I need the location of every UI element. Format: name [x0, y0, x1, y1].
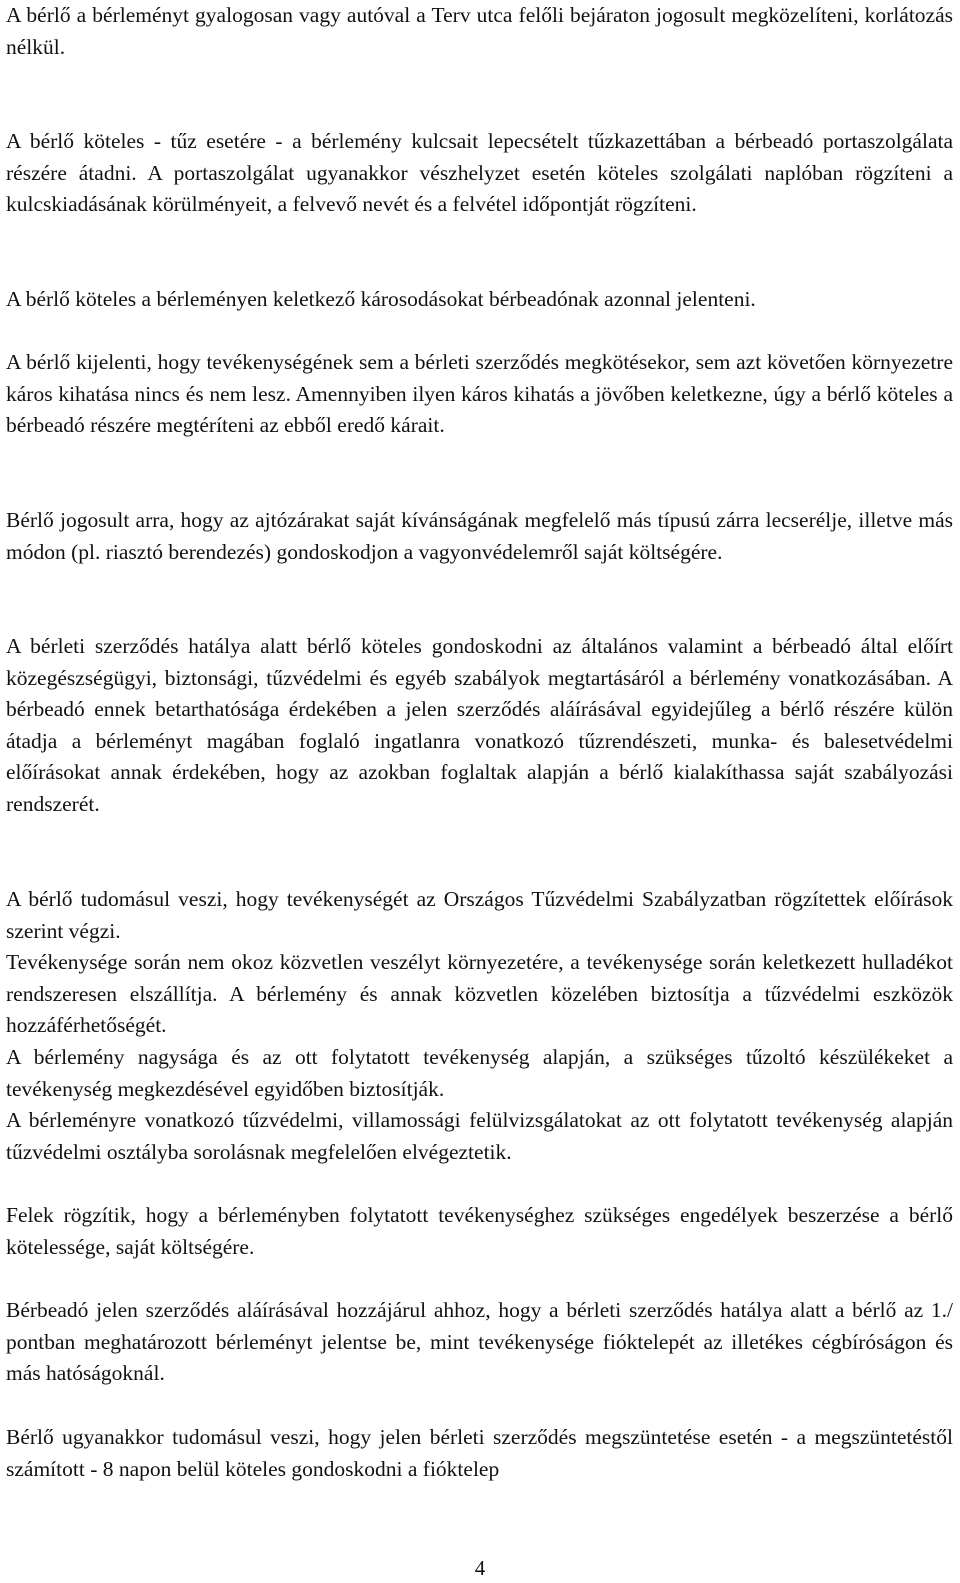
paragraph-access: A bérlő a bérleményt gyalogosan vagy autóval a Terv utca felőli bejáraton jogosult megközelíteni, korlátozás nélkül. [6, 3, 953, 59]
paragraph-regulations: A bérleti szerződés hatálya alatt bérlő köteles gondoskodni az általános valamint a bérbeadó által előírt közegészségügyi, biztonsági, tűzvédelmi és egyéb szabályok megtartásáról a bérlemény vonatkozásában. A bérbeadó ennek betarthatósága érdekében a jelen szerződés aláírásával egyidejűleg a bérlő részére külön átadja a bérleményt magában foglaló ingatlanra vonatkozó tűzrendészeti, munka- és balesetvédelmi előírásokat annak érdekében, hogy az azokban foglaltak alapján a bérlő kialakíthassa saját szabályozási rendszerét. [6, 634, 953, 816]
paragraph-branch-registration: Bérbeadó jelen szerződés aláírásával hozzájárul ahhoz, hogy a bérleti szerződés hatálya alatt a bérlő az 1./ pontban meghatározott bérleményt jelentse be, mint tevékenysége fióktelepét az illetékes cégbíróságon és más hatóságoknál. [6, 1298, 953, 1386]
paragraph-damage-report: A bérlő köteles a bérleményen keletkező károsodásokat bérbeadónak azonnal jelenteni. [6, 287, 756, 311]
paragraph-environment: A bérlő kijelenti, hogy tevékenységének sem a bérleti szerződés megkötésekor, sem azt követően környezetre káros kihatása nincs és nem lesz. Amennyiben ilyen káros kihatás a jövőben keletkezne, úgy a bérlő köteles a bérbeadó részére megtéríteni az ebből eredő kárait. [6, 350, 953, 438]
paragraph-inspections: A bérleményre vonatkozó tűzvédelmi, villamossági felülvizsgálatokat az ott folytatott tevékenység alapján tűzvédelmi osztályba sorolásnak megfelelően elvégeztetik. [6, 1108, 953, 1164]
paragraph-extinguishers: A bérlemény nagysága és az ott folytatott tevékenység alapján, a szükséges tűzoltó készülékeket a tevékenység megkezdésével egyidőben biztosítják. [6, 1045, 953, 1101]
paragraph-activity-waste: Tevékenysége során nem okoz közvetlen veszélyt környezetére, a tevékenysége során keletkezett hulladékot rendszeresen elszállítja. A bérlemény és annak közvetlen közelében biztosítja a tűzvédelmi eszközök hozzáférhetőségét. [6, 950, 953, 1038]
paragraph-fire-keys: A bérlő köteles - tűz esetére - a bérlemény kulcsait lepecsételt tűzkazettában a bérbeadó portaszolgálata részére átadni. A portaszolgálat ugyanakkor vészhelyzet esetén köteles szolgálati naplóban rögzíteni a kulcskiadásának körülményeit, a felvevő nevét és a felvétel időpontját rögzíteni. [6, 129, 953, 217]
paragraph-termination: Bérlő ugyanakkor tudomásul veszi, hogy jelen bérleti szerződés megszüntetése esetén - a megszüntetéstől számított - 8 napon belül köteles gondoskodni a fióktelep [6, 1425, 953, 1481]
paragraph-permits: Felek rögzítik, hogy a bérleményben folytatott tevékenységhez szükséges engedélyek beszerzése a bérlő kötelessége, saját költségére. [6, 1203, 953, 1259]
page-number: 4 [474, 1556, 486, 1580]
paragraph-fire-code: A bérlő tudomásul veszi, hogy tevékenységét az Országos Tűzvédelmi Szabályzatban rögzítettek előírások szerint végzi. [6, 887, 953, 943]
paragraph-locks: Bérlő jogosult arra, hogy az ajtózárakat saját kívánságának megfelelő más típusú zárra lecserélje, illetve más módon (pl. riasztó berendezés) gondoskodjon a vagyonvédelemről saját költségére. [6, 508, 953, 564]
